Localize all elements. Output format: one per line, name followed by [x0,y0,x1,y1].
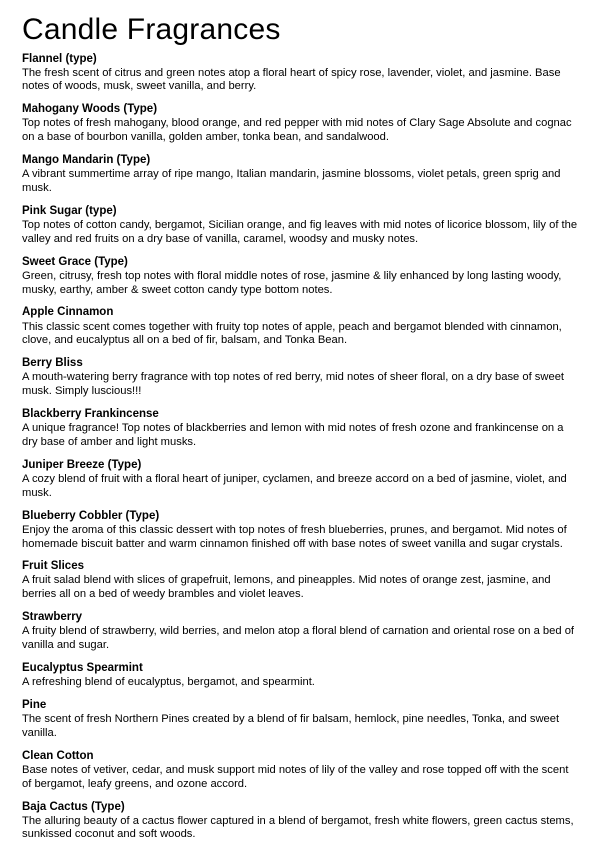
fragrance-description: The alluring beauty of a cactus flower captured in a blend of bergamot, fresh white flowers, green cactus stems, sunkissed coconut and soft woods. [22,814,574,841]
fragrance-name: Baja Cactus (Type) [22,800,125,813]
fragrance-description: A fruit salad blend with slices of grapefruit, lemons, and pineapples. Mid notes of orange zest, jasmine, and berries all on a bed of weedy brambles and violet leaves. [22,574,551,601]
fragrance-description: The fresh scent of citrus and green notes atop a floral heart of spicy rose, lavender, violet, and jasmine. Base notes of woods, musk, sweet vanilla, and berry. [22,66,561,93]
fragrance-description: A vibrant summertime array of ripe mango, Italian mandarin, jasmine blossoms, violet petals, green sprig and musk. [22,168,561,194]
fragrance-name: Pine [22,698,47,711]
fragrance-entry [22,102,578,145]
fragrance-entry [22,800,578,842]
fragrance-entry [22,305,578,348]
fragrance-entry [22,559,578,602]
fragrance-name: Berry Bliss [22,357,83,370]
fragrance-name: Juniper Breeze (Type) [22,458,142,471]
fragrance-entry [22,153,578,196]
fragrance-entry [22,204,578,247]
fragrance-name: Apple Cinnamon [22,306,114,319]
fragrance-description: Green, citrusy, fresh top notes with floral middle notes of rose, jasmine & lily enhanced by long lasting woody, musky, earthy, amber & sweet cotton candy type bottom notes. [22,269,562,296]
fragrance-name: Blackberry Frankincense [22,408,159,421]
page-title: Candle Fragrances [22,13,281,46]
fragrance-entry [22,407,578,450]
fragrance-description: A fruity blend of strawberry, wild berries, and melon atop a floral blend of carnation and oriental rose on a bed of vanilla and sugar. [22,625,575,652]
fragrance-name: Eucalyptus Spearmint [22,662,143,675]
fragrance-entry [22,458,578,501]
fragrance-entry [22,255,578,298]
fragrance-name: Blueberry Cobbler (Type) [22,509,160,522]
fragrance-description: A unique fragrance! Top notes of blackberries and lemon with mid notes of fresh ozone and frankincense on a dry base of amber and light musks. [22,422,564,448]
fragrance-name: Sweet Grace (Type) [22,255,128,268]
fragrance-name: Pink Sugar (type) [22,204,117,217]
fragrance-name: Flannel (type) [22,52,97,65]
fragrance-name: Fruit Slices [22,560,84,573]
fragrance-name: Strawberry [22,611,83,624]
fragrance-description: Top notes of fresh mahogany, blood orange, and red pepper with mid notes of Clary Sage Absolute and cognac on a base of bourbon vanilla, golden amber, tonka bean, and sandalwood. [22,117,572,144]
fragrance-name: Clean Cotton [22,749,94,762]
fragrance-description: A cozy blend of fruit with a floral heart of juniper, cyclamen, and breeze accord on a bed of jasmine, violet, and musk. [22,472,567,499]
fragrance-entry [22,509,578,552]
fragrance-entry [22,661,578,690]
fragrance-description: A mouth-watering berry fragrance with top notes of red berry, mid notes of sheer floral, on a dry base of sweet musk. Simply luscious!!! [22,371,565,398]
fragrance-entry [22,698,578,741]
fragrance-description: Base notes of vetiver, cedar, and musk support mid notes of lily of the valley and rose topped off with the scent of bergamot, leafy greens, and ozone accord. [22,763,569,790]
fragrance-description: Enjoy the aroma of this classic dessert with top notes of fresh blueberries, prunes, and bergamot. Mid notes of homemade biscuit batter and warm cinnamon finished off with base notes of sweet vanilla and sugar crystals. [22,523,567,550]
fragrance-description: A refreshing blend of eucalyptus, bergamot, and spearmint. [22,676,315,689]
fragrance-entry [22,749,578,792]
fragrance-description: Top notes of cotton candy, bergamot, Sicilian orange, and fig leaves with mid notes of licorice blossom, lily of the valley and red fruits on a dry base of vanilla, caramel, woodsy and musky notes. [22,218,578,245]
fragrance-description: The scent of fresh Northern Pines created by a blend of fir balsam, hemlock, pine needles, Tonka, and sweet vanilla. [22,712,560,739]
fragrance-description: This classic scent comes together with fruity top notes of apple, peach and bergamot blended with cinnamon, clove, and eucalyptus all on a bed of fir, balsam, and Tonka Bean. [22,320,562,347]
fragrance-entry [22,610,578,653]
fragrance-name: Mahogany Woods (Type) [22,103,158,116]
fragrance-name: Mango Mandarin (Type) [22,154,151,167]
fragrance-entry [22,356,578,399]
fragrance-entry [22,52,578,95]
